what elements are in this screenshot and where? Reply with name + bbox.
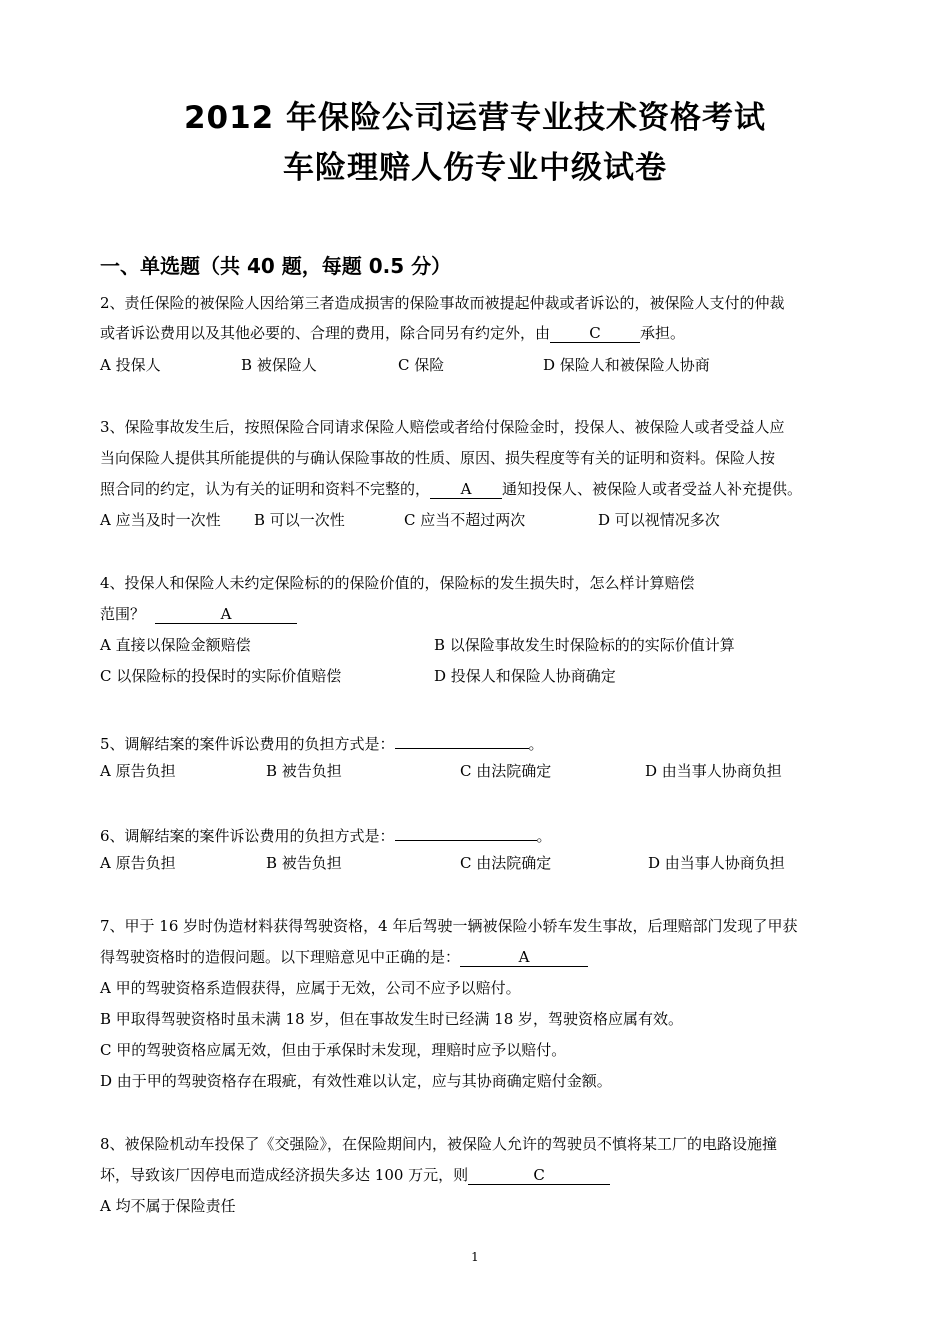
q4-text-line1: 4、投保人和保险人未约定保险标的的保险价值的，保险标的发生损失时，怎么样计算赔偿 — [100, 574, 695, 592]
q2-option-d: D 保险人和被保险人协商 — [543, 356, 710, 374]
q3-option-a: A 应当及时一次性 — [100, 511, 221, 529]
q4-option-a: A 直接以保险金额赔偿 — [100, 636, 251, 654]
q4-option-c: C 以保险标的投保时的实际价值赔偿 — [100, 667, 342, 685]
q2-option-c: C 保险 — [398, 356, 445, 374]
q6-text-pre: 6、调解结案的案件诉讼费用的负担方式是： — [100, 827, 395, 845]
q2-text-post: 承担。 — [640, 324, 686, 342]
q5-option-b: B 被告负担 — [266, 762, 342, 780]
q6-text-line1 — [100, 822, 552, 846]
q8-text-line2 — [100, 1165, 610, 1185]
page-number: 1 — [471, 1250, 479, 1264]
q3-text-line3 — [100, 479, 802, 499]
q6-option-b: B 被告负担 — [266, 854, 342, 872]
q8-text-pre: 坏，导致该厂因停电而造成经济损失多达 100 万元，则 — [100, 1166, 469, 1184]
q7-option-b: B 甲取得驾驶资格时虽未满 18 岁，但在事故发生时已经满 18 岁，驾驶资格应属有效。 — [100, 1010, 684, 1028]
q5-answer-blank — [395, 730, 529, 749]
q3-option-b: B 可以一次性 — [254, 511, 345, 529]
q7-answer-blank: A — [460, 948, 588, 967]
q6-option-a: A 原告负担 — [100, 854, 176, 872]
q8-text-line1: 8、被保险机动车投保了《交强险》，在保险期间内，被保险人允许的驾驶员不慎将某工厂的电路设施撞 — [100, 1135, 778, 1153]
q5-option-a: A 原告负担 — [100, 762, 176, 780]
exam-title-line2: 车险理赔人伤专业中级试卷 — [283, 150, 667, 186]
q4-answer-blank: A — [155, 605, 297, 624]
q4-option-d: D 投保人和保险人协商确定 — [434, 667, 616, 685]
q6-option-d: D 由当事人协商负担 — [648, 854, 785, 872]
q2-text-line1: 2、责任保险的被保险人因给第三者造成损害的保险事故而被提起仲裁或者诉讼的，被保险人支付的仲裁 — [100, 294, 785, 312]
q2-option-a: A 投保人 — [100, 356, 161, 374]
q5-text-post: 。 — [528, 735, 544, 753]
q2-answer-blank: C — [550, 324, 640, 343]
q2-text-pre: 或者诉讼费用以及其他必要的、合理的费用，除合同另有约定外，由 — [100, 324, 551, 342]
exam-title-line1: 2012 年保险公司运营专业技术资格考试 — [183, 100, 767, 136]
q2-option-b: B 被保险人 — [241, 356, 317, 374]
q8-answer-blank: C — [468, 1166, 610, 1185]
section-heading: 一、单选题（共 40 题，每题 0.5 分） — [100, 254, 452, 278]
q5-option-d: D 由当事人协商负担 — [645, 762, 782, 780]
q7-text-pre: 得驾驶资格时的造假问题。以下理赔意见中正确的是： — [100, 948, 461, 966]
q7-text-line1: 7、甲于 16 岁时伪造材料获得驾驶资格，4 年后驾驶一辆被保险小轿车发生事故，后理赔部门发现了甲获 — [100, 917, 798, 935]
q6-text-post: 。 — [536, 827, 552, 845]
q3-text-post: 通知投保人、被保险人或者受益人补充提供。 — [502, 480, 803, 498]
q5-text-line1 — [100, 730, 544, 754]
q7-option-d: D 由于甲的驾驶资格存在瑕疵，有效性难以认定，应与其协商确定赔付金额。 — [100, 1072, 612, 1090]
q4-text-line2 — [100, 604, 297, 624]
q3-text-pre: 照合同的约定，认为有关的证明和资料不完整的， — [100, 480, 431, 498]
q4-option-b: B 以保险事故发生时保险标的的实际价值计算 — [434, 636, 735, 654]
q3-option-d: D 可以视情况多次 — [598, 511, 720, 529]
q7-option-c: C 甲的驾驶资格应属无效，但由于承保时未发现，理赔时应予以赔付。 — [100, 1041, 567, 1059]
q7-text-line2 — [100, 947, 588, 967]
q3-answer-blank: A — [430, 480, 502, 499]
q7-option-a: A 甲的驾驶资格系造假获得，应属于无效，公司不应予以赔付。 — [100, 979, 521, 997]
q8-option-a: A 均不属于保险责任 — [100, 1197, 236, 1215]
q6-answer-blank — [395, 822, 537, 841]
q5-option-c: C 由法院确定 — [460, 762, 552, 780]
q2-text-line2 — [100, 323, 685, 343]
q3-option-c: C 应当不超过两次 — [404, 511, 526, 529]
q5-text-pre: 5、调解结案的案件诉讼费用的负担方式是： — [100, 735, 395, 753]
q4-text-pre: 范围？ — [100, 605, 146, 623]
q3-text-line1: 3、保险事故发生后，按照保险合同请求保险人赔偿或者给付保险金时，投保人、被保险人或者受益人应 — [100, 418, 785, 436]
q3-text-line2: 当向保险人提供其所能提供的与确认保险事故的性质、原因、损失程度等有关的证明和资料。保险人按 — [100, 449, 776, 467]
q6-option-c: C 由法院确定 — [460, 854, 552, 872]
